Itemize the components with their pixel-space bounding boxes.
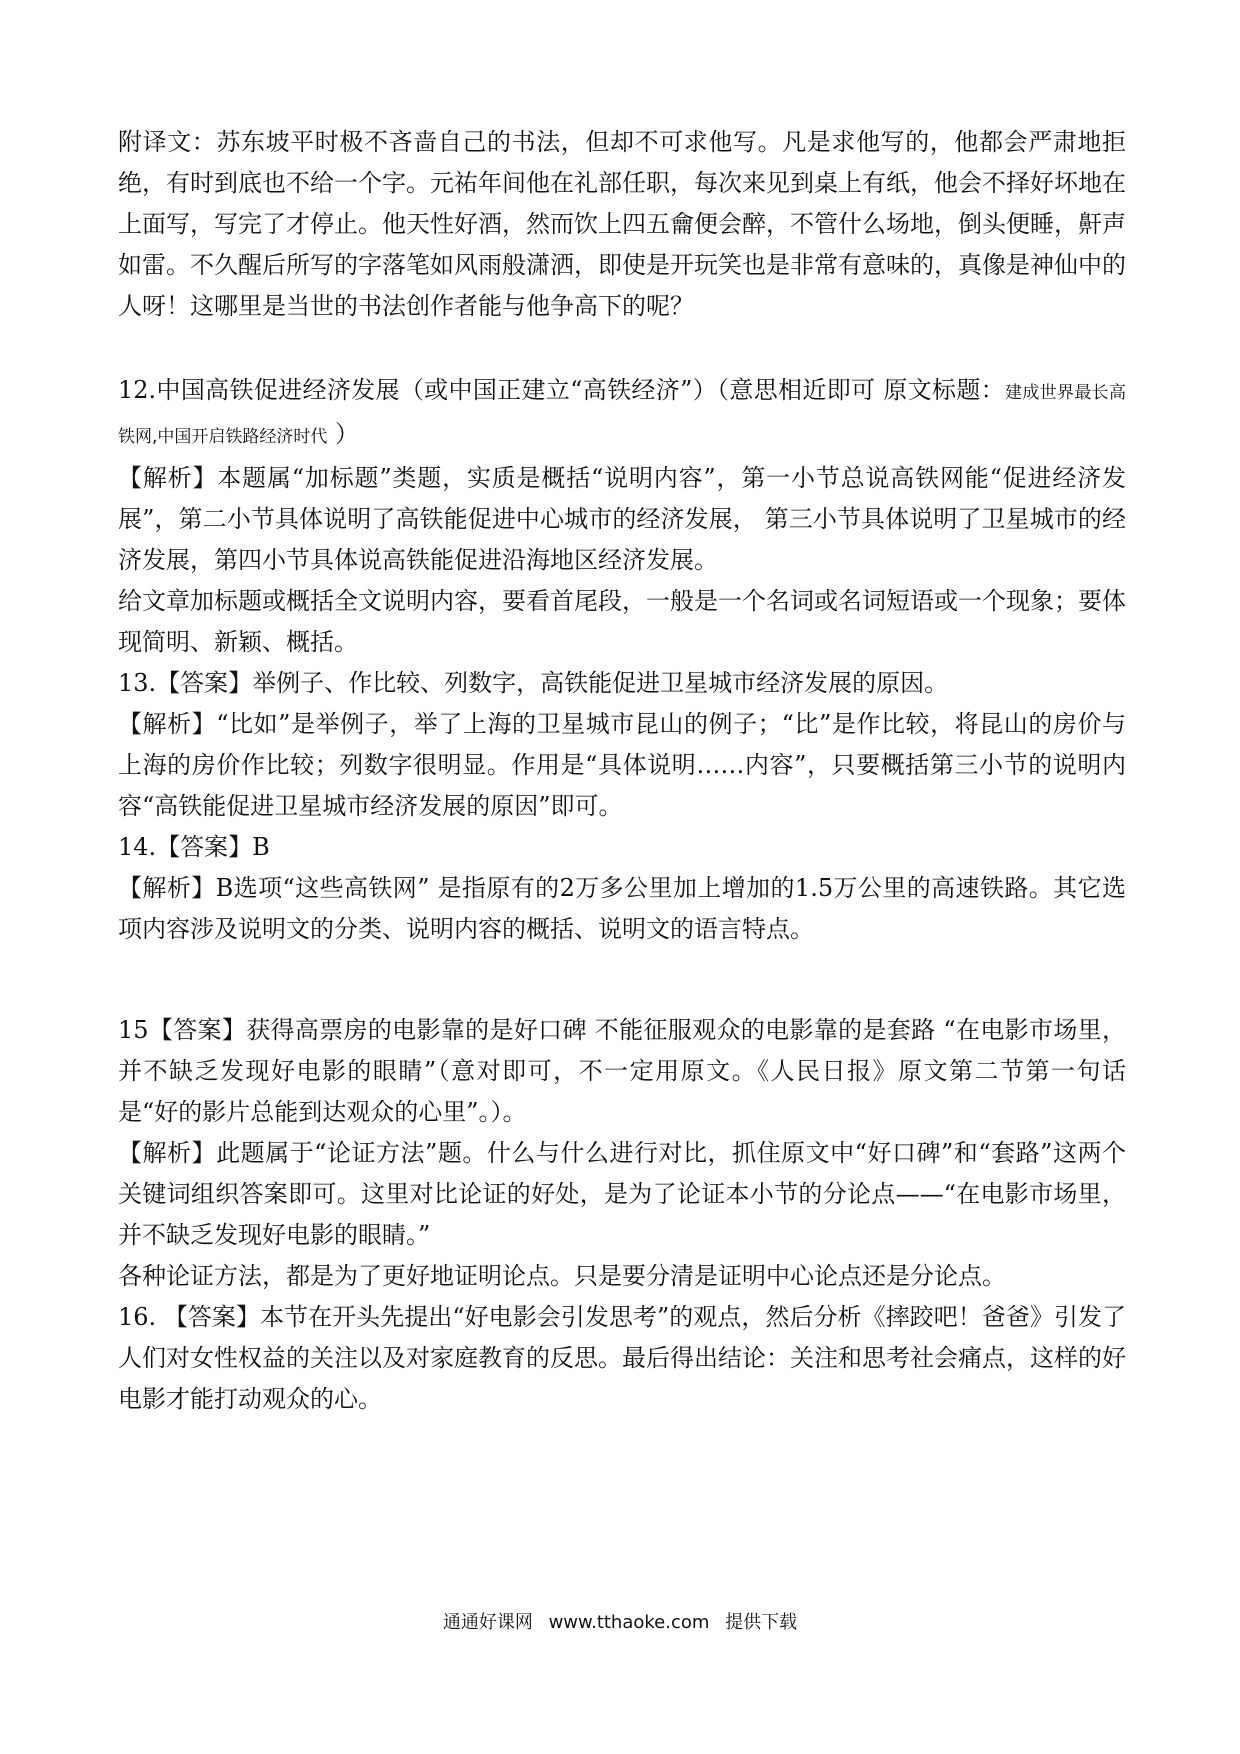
q15-answer: 15【答案】获得高票房的电影靠的是好口碑 不能征服观众的电影靠的是套路 “在电影市场里，并不缺乏发现好电影的眼睛”（意对即可，不一定用原文。《人民日报》原文第二节第一句话是“好的影片总能到达观众的心里”。）。	[118, 1016, 1126, 1126]
translation-paragraph: 附译文：苏东坡平时极不吝啬自己的书法，但却不可求他写。凡是求他写的，他都会严肃地拒绝，有时到底也不给一个字。元祐年间他在礼部任职，每次来见到桌上有纸，他会不择好坏地在上面写，写完了才停止。他天性好酒，然而饮上四五龠便会醉，不管什么场地，倒头便睡，鼾声如雷。不久醒后所写的字落笔如风雨般潇洒，即使是开玩笑也是非常有意味的，真像是神仙中的人呀！这哪里是当世的书法创作者能与他争高下的呢？	[118, 128, 1126, 320]
footer-suffix: 提供下载	[725, 1612, 798, 1633]
document-body	[118, 122, 1126, 1420]
q12-original-title: 建成世界最长高铁网,中国开启铁路经济时代	[118, 383, 1126, 447]
page-footer	[0, 1608, 1240, 1634]
q12-answer-text: 12.中国高铁促进经济发展（或中国正建立“高铁经济”）（意思相近即可 原文标题：	[118, 376, 1005, 404]
q14-analysis: 【解析】B选项“这些高铁网” 是指原有的2万多公里加上增加的1.5万公里的高速铁路。其它选项内容涉及说明文的分类、说明内容的概括、说明文的语言特点。	[118, 874, 1126, 943]
q12-answer	[118, 370, 1126, 458]
q12-analysis: 【解析】本题属“加标题”类题，实质是概括“说明内容”，第一小节总说高铁网能“促进经济发展”，第二小节具体说明了高铁能促进中心城市的经济发展， 第三小节具体说明了卫星城市的经济发展，第四小节具体说高铁能促进沿海地区经济发展。	[118, 464, 1126, 574]
q12-close: ）	[327, 420, 360, 448]
q13-answer: 13.【答案】举例子、作比较、列数字，高铁能促进卫星城市经济发展的原因。	[118, 669, 949, 697]
q15-note: 各种论证方法，都是为了更好地证明论点。只是要分清是证明中心论点还是分论点。	[118, 1262, 1006, 1290]
footer-site-name: 通通好课网	[442, 1612, 533, 1633]
footer-url[interactable]: www.tthaoke.com	[548, 1612, 710, 1633]
q15-analysis: 【解析】此题属于“论证方法”题。什么与什么进行对比，抓住原文中“好口碑”和“套路”这两个关键词组织答案即可。这里对比论证的好处，是为了论证本小节的分论点——“在电影市场里，并不缺乏发现好电影的眼睛。”	[118, 1139, 1126, 1249]
q13-analysis: 【解析】“比如”是举例子，举了上海的卫星城市昆山的例子；“比”是作比较，将昆山的房价与上海的房价作比较；列数字很明显。作用是“具体说明……内容”，只要概括第三小节的说明内容“高铁能促进卫星城市经济发展的原因”即可。	[118, 710, 1126, 820]
q12-note: 给文章加标题或概括全文说明内容，要看首尾段，一般是一个名词或名词短语或一个现象；要体现简明、新颖、概括。	[118, 587, 1126, 656]
q16-answer: 16. 【答案】本节在开头先提出“好电影会引发思考”的观点，然后分析《摔跤吧！爸爸》引发了人们对女性权益的关注以及对家庭教育的反思。最后得出结论：关注和思考社会痛点，这样的好电影才能打动观众的心。	[118, 1303, 1126, 1413]
q14-answer: 14.【答案】B	[118, 833, 270, 861]
